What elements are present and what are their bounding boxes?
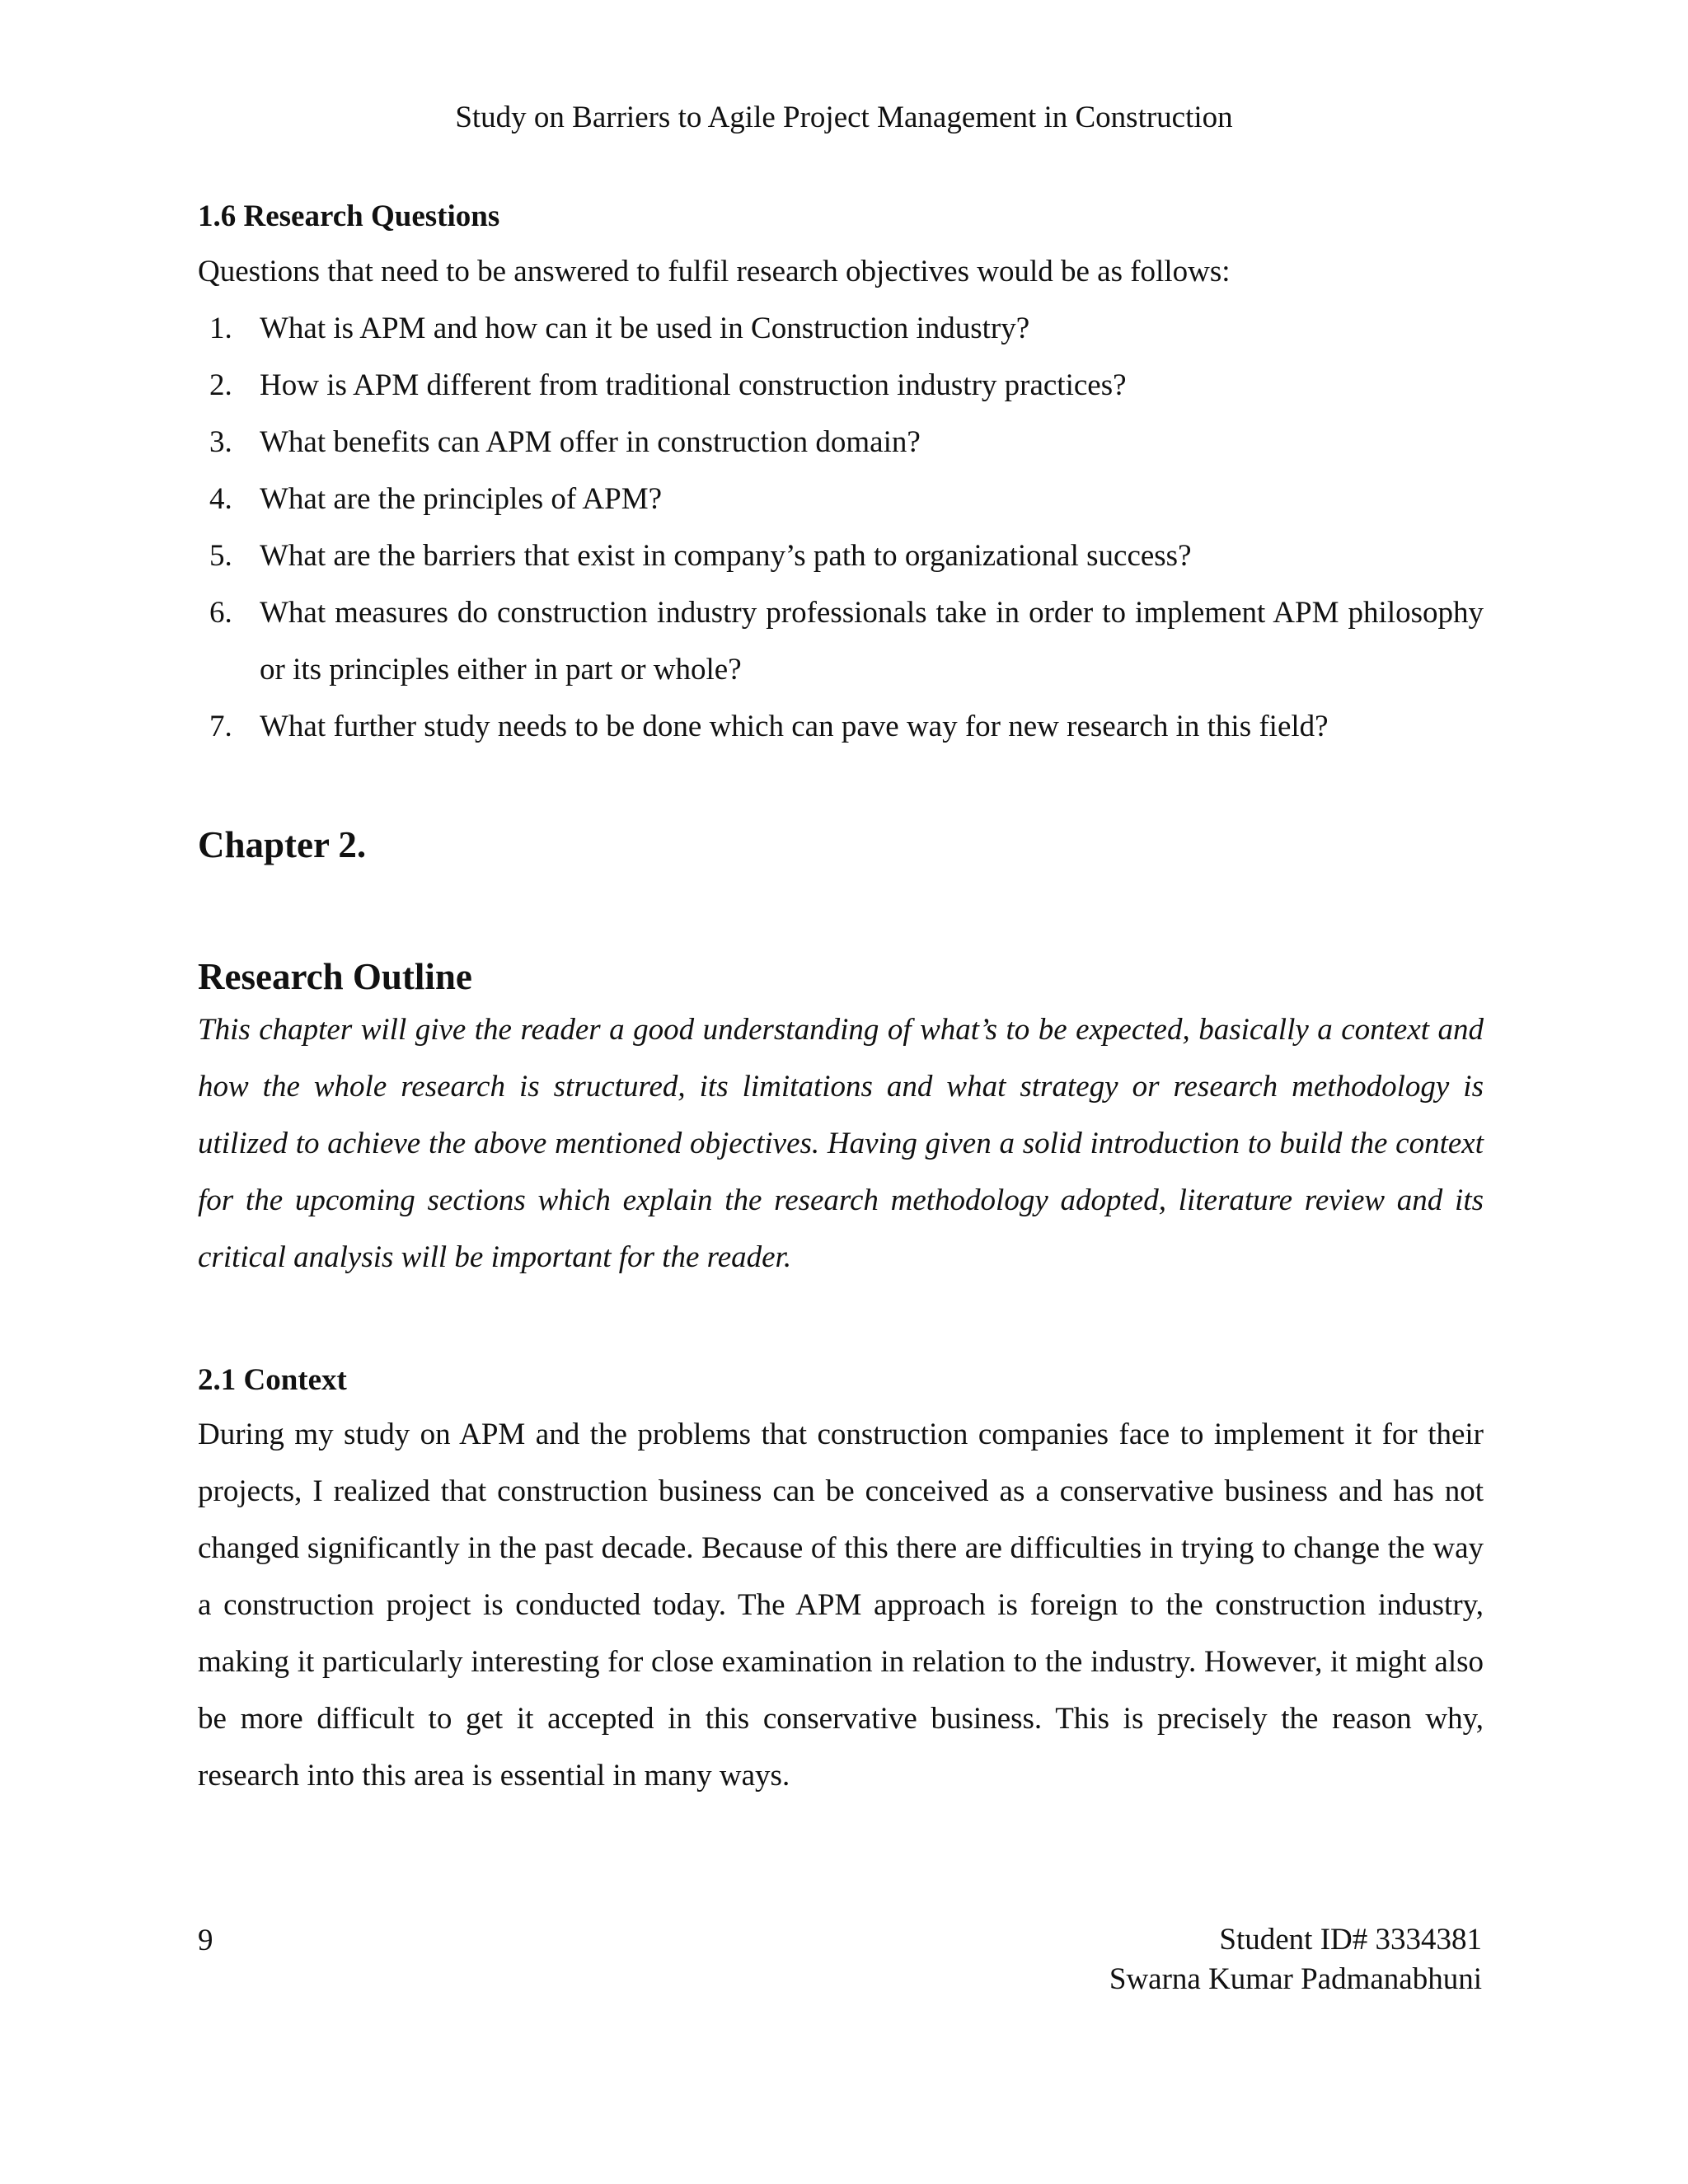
chapter-summary: This chapter will give the reader a good understanding of what’s to be expected, basically a context and how the whole research is structured, its limitations and what strategy or research methodology is utilized to achieve the above mentioned objectives. Having given a solid introduction to build the context for the upcoming sections which explain the research methodology adopted, literature review and its critical analysis will be important for the reader. — [198, 1013, 1484, 1274]
section-heading-1-6: 1.6 Research Questions — [198, 199, 500, 233]
list-item: 2. How is APM different from traditional construction industry practices? — [209, 368, 1127, 402]
outline-title: Research Outline — [198, 956, 472, 997]
context-body: During my study on APM and the problems that construction companies face to implement it for their projects, I realized that construction business can be conceived as a conservative business and has not changed significantly in the past decade. Because of this there are difficulties in trying to change the way a construction project is conducted today. The APM approach is foreign to the construction industry, making it particularly interesting for close examination in relation to the industry. However, it might also be more difficult to get it accepted in this conservative business. This is precisely the reason why, research into this area is essential in many ways. — [198, 1418, 1484, 1793]
page-number: 9 — [198, 1924, 213, 1957]
running-header: Study on Barriers to Agile Project Management in Construction — [455, 101, 1233, 134]
section-context — [198, 1360, 1484, 1804]
section-heading-2-1: 2.1 Context — [198, 1363, 347, 1397]
footer-author-block — [1109, 1920, 1482, 1999]
list-item: 5. What are the barriers that exist in company’s path to organizational success? — [209, 539, 1192, 573]
list-item: 7. What further study needs to be done which can pave way for new research in this field? — [209, 710, 1329, 743]
section-research-questions — [198, 196, 1484, 755]
research-outline-block — [198, 952, 1484, 1286]
chapter-title: Chapter 2. — [198, 824, 367, 865]
list-item: 1. What is APM and how can it be used in Construction industry? — [209, 312, 1030, 345]
list-item: 3. What benefits can APM offer in construction domain? — [209, 425, 921, 459]
student-id: Student ID# 3334381 — [1219, 1923, 1482, 1957]
chapter-heading-block — [198, 820, 1484, 869]
questions-intro: Questions that need to be answered to fulfil research objectives would be as follows: — [198, 255, 1231, 288]
list-item: 6. What measures do construction industry professionals take in order to implement APM philosophy or its principles either in part or whole? — [209, 596, 1484, 687]
research-questions-list — [198, 300, 1484, 755]
author-name: Swarna Kumar Padmanabhuni — [1109, 1962, 1482, 1996]
list-item: 4. What are the principles of APM? — [209, 482, 663, 516]
